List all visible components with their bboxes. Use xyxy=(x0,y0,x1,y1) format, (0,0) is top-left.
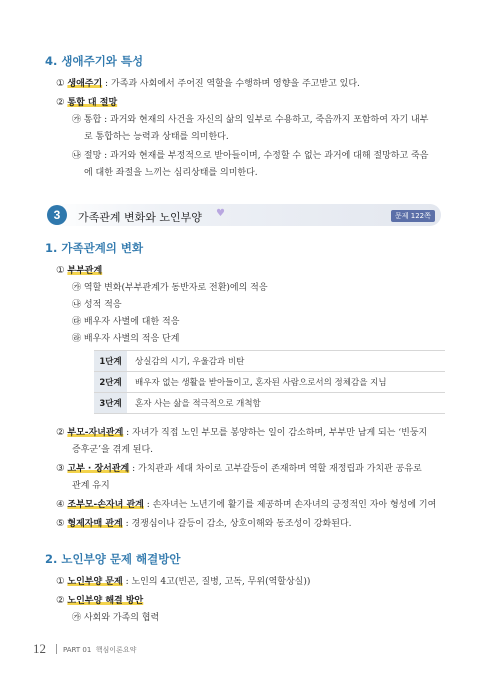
item-in-law-cont: 관계 유지 xyxy=(72,481,110,491)
sub-cooperation: ㉮ 사회와 가족의 협력 xyxy=(72,613,160,623)
sub-bereavement-adjustment: ㉰ 배우자 사별에 대한 적응 xyxy=(72,317,180,327)
term-parent-child: 부모-자녀관계 xyxy=(67,428,124,438)
sub-integrity: ㉮ 통합 : 과거와 현재의 사건을 자신의 삶의 일부로 수용하고, 죽음까지 포함하여 자기 내부 xyxy=(72,115,429,125)
chapter-title: 가족관계 변화와 노인부양 xyxy=(78,211,202,224)
stage-label: 3단계 xyxy=(94,393,127,414)
section-heading-lifecycle: 4. 생애주기와 특성 xyxy=(45,54,144,68)
stage-text: 배우자 없는 생활을 받아들이고, 혼자된 사람으로서의 정체감을 지님 xyxy=(127,372,445,393)
item-siblings: ⑤ 형제자매 관계 : 경쟁심이나 갈등이 감소, 상호이해와 동조성이 강화된다. xyxy=(56,518,352,529)
stage-text: 혼자 사는 삶을 적극적으로 개척함 xyxy=(127,393,445,414)
page-number: 12 xyxy=(33,641,46,656)
term-support-problem: 노인부양 문제 xyxy=(67,577,123,587)
sub-role-change: ㉮ 역할 변화(부부관계가 동반자로 전환)에의 적응 xyxy=(72,283,268,293)
item-grandparent: ④ 조부모-손자녀 관계 : 손자녀는 노년기에 활기를 제공하며 손자녀의 긍정적인 자아 형성에 기여 xyxy=(56,499,437,510)
term-couple-relation: 부부관계 xyxy=(67,266,103,276)
stage-text: 상실감의 시기, 우울감과 비탄 xyxy=(127,351,445,372)
term-lifecycle: 생애주기 xyxy=(67,79,103,89)
stage-label: 2단계 xyxy=(94,372,127,393)
footer-divider xyxy=(56,644,57,654)
term-support-solution: 노인부양 해결 방안 xyxy=(67,596,144,606)
chapter-number: 3 xyxy=(47,205,67,225)
sub-despair: ㉯ 절망 : 과거와 현재를 부정적으로 받아들이며, 수정할 수 없는 과거에 대해 절망하고 죽음 xyxy=(72,151,429,161)
sub-bereavement-stages: ㉱ 배우자 사별의 적응 단계 xyxy=(72,334,180,344)
table-row xyxy=(94,351,445,372)
heart-icon: ♥ xyxy=(216,208,225,219)
item-integrity-despair: ② 통합 대 절망 xyxy=(56,97,118,108)
term-integrity-despair: 통합 대 절망 xyxy=(67,98,118,108)
item-support-solution: ② 노인부양 해결 방안 xyxy=(56,595,144,606)
term-in-law: 고부 · 장서관계 xyxy=(67,464,130,474)
problem-page-badge: 문제 122쪽 xyxy=(391,210,435,222)
sub-sexual-adjustment: ㉯ 성적 적응 xyxy=(72,300,122,310)
item-lifecycle: ① 생애주기 : 가족과 사회에서 주어진 역할을 수행하며 영향을 주고받고 있다. xyxy=(56,78,360,89)
item-parent-child-cont: 증후군’을 겪게 된다. xyxy=(72,445,153,455)
section-heading-family-relations: 1. 가족관계의 변화 xyxy=(45,241,144,255)
item-parent-child: ② 부모-자녀관계 : 자녀가 직접 노인 부모를 봉양하는 일이 감소하며, 부부만 남게 되는 ‘빈둥지 xyxy=(56,427,428,438)
item-support-problem: ① 노인부양 문제 : 노인의 4고(빈곤, 질병, 고독, 무위(역할상실)) xyxy=(56,576,311,587)
item-in-law: ③ 고부 · 장서관계 : 가치관과 세대 차이로 고부갈등이 존재하며 역할 재정립과 가치관 공유로 xyxy=(56,463,422,474)
item-couple-relation: ① 부부관계 xyxy=(56,265,103,276)
sub-despair-cont: 에 대한 좌절을 느끼는 심리상태를 의미한다. xyxy=(84,168,258,178)
table-row xyxy=(94,393,445,414)
stage-label: 1단계 xyxy=(94,351,127,372)
section-heading-elder-support: 2. 노인부양 문제 해결방안 xyxy=(45,552,181,566)
term-grandparent: 조부모-손자녀 관계 xyxy=(67,500,144,510)
term-siblings: 형제자매 관계 xyxy=(67,519,123,529)
footer-part-label: PART 01 핵심이론요약 xyxy=(63,646,137,654)
sub-integrity-cont: 로 통합하는 능력과 상태를 의미한다. xyxy=(84,132,229,142)
table-row xyxy=(94,372,445,393)
bereavement-stage-table xyxy=(94,350,445,414)
